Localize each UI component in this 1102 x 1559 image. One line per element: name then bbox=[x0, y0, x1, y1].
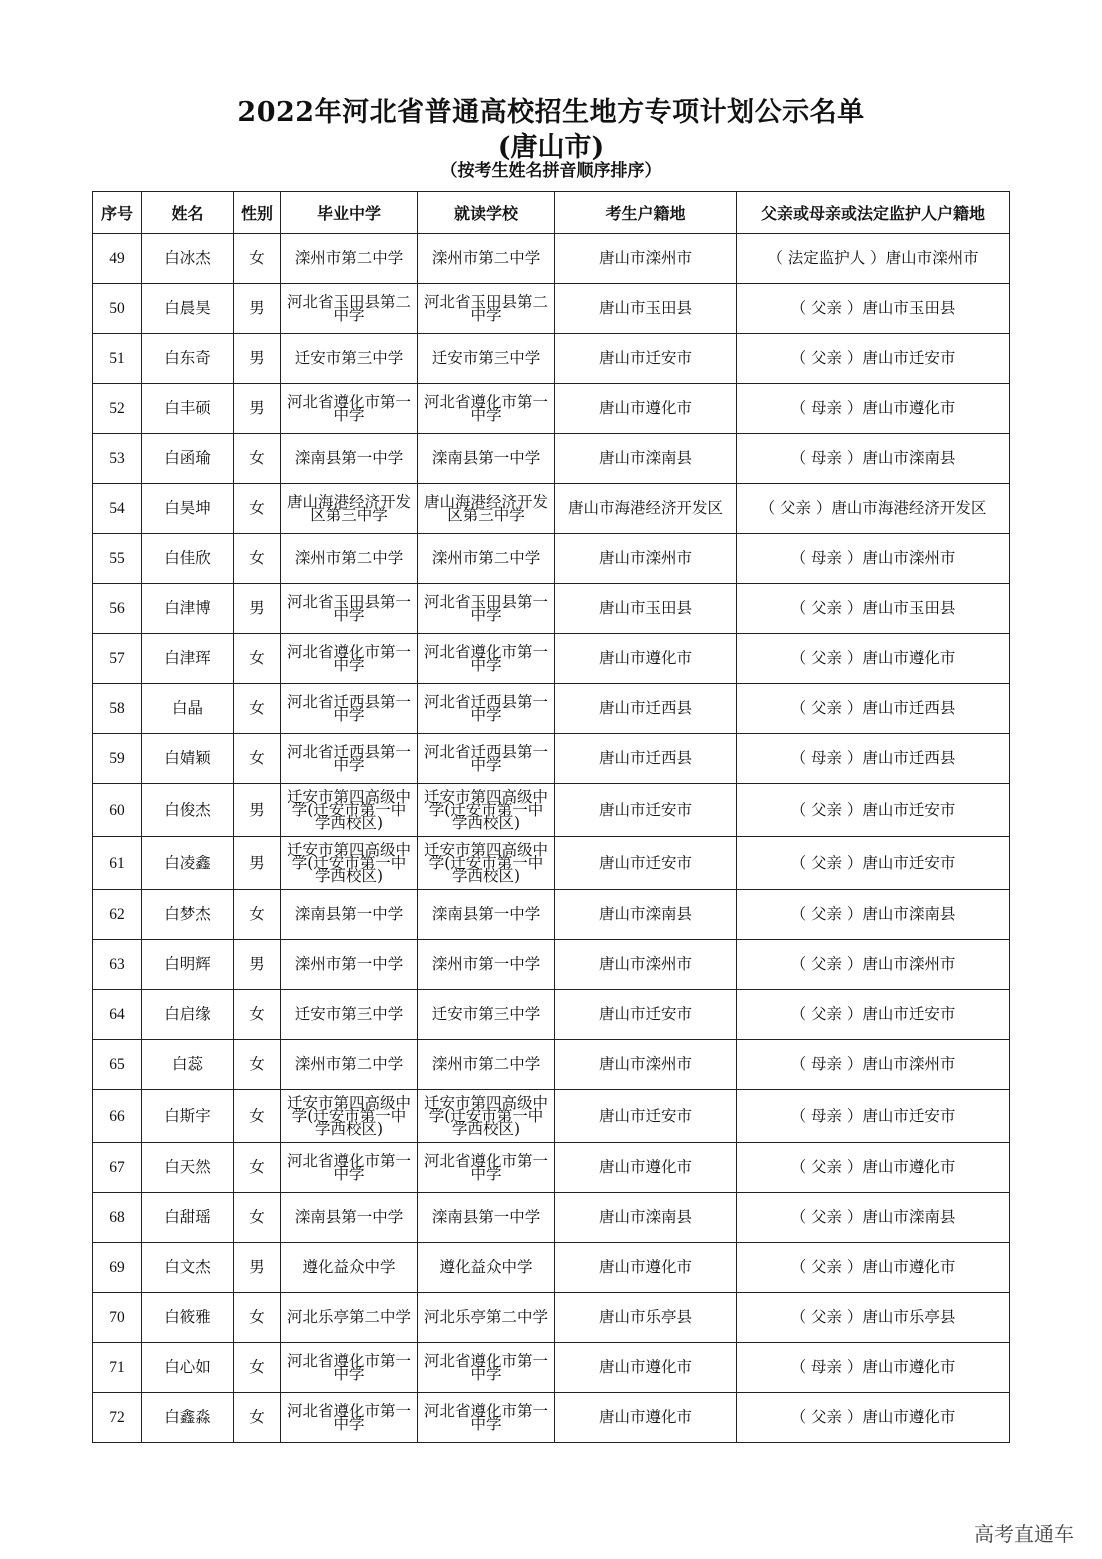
cell-grad-school: 滦州市第二中学 bbox=[281, 234, 418, 284]
cell-grad-school: 迁安市第四高级中学(迁安市第一中学西校区) bbox=[281, 837, 418, 890]
cell-number: 59 bbox=[93, 734, 142, 784]
cell-parent-hukou: （ 母亲 ）唐山市滦南县 bbox=[737, 434, 1010, 484]
table-row bbox=[93, 584, 1010, 634]
cell-grad-school: 河北省玉田县第一中学 bbox=[281, 584, 418, 634]
cell-hukou: 唐山市滦州市 bbox=[555, 234, 737, 284]
cell-number: 70 bbox=[93, 1293, 142, 1343]
cell-hukou: 唐山市滦州市 bbox=[555, 534, 737, 584]
cell-number: 67 bbox=[93, 1143, 142, 1193]
cell-name: 白晨昊 bbox=[142, 284, 234, 334]
col-header-number: 序号 bbox=[93, 192, 142, 234]
table-row bbox=[93, 1090, 1010, 1143]
cell-name: 白津珲 bbox=[142, 634, 234, 684]
cell-current-school: 迁安市第四高级中学(迁安市第一中学西校区) bbox=[418, 1090, 555, 1143]
cell-current-school: 河北省迁西县第一中学 bbox=[418, 734, 555, 784]
cell-grad-school: 河北省遵化市第一中学 bbox=[281, 1393, 418, 1443]
table-row bbox=[93, 784, 1010, 837]
cell-parent-hukou: （ 父亲 ）唐山市海港经济开发区 bbox=[737, 484, 1010, 534]
cell-number: 62 bbox=[93, 890, 142, 940]
table-row bbox=[93, 534, 1010, 584]
cell-number: 63 bbox=[93, 940, 142, 990]
cell-name: 白文杰 bbox=[142, 1243, 234, 1293]
cell-current-school: 滦州市第一中学 bbox=[418, 940, 555, 990]
cell-parent-hukou: （ 母亲 ）唐山市遵化市 bbox=[737, 384, 1010, 434]
table-row bbox=[93, 684, 1010, 734]
cell-current-school: 河北省遵化市第一中学 bbox=[418, 1393, 555, 1443]
cell-number: 65 bbox=[93, 1040, 142, 1090]
cell-number: 53 bbox=[93, 434, 142, 484]
cell-name: 白冰杰 bbox=[142, 234, 234, 284]
cell-current-school: 迁安市第四高级中学(迁安市第一中学西校区) bbox=[418, 837, 555, 890]
cell-hukou: 唐山市海港经济开发区 bbox=[555, 484, 737, 534]
cell-number: 60 bbox=[93, 784, 142, 837]
cell-hukou: 唐山市滦州市 bbox=[555, 940, 737, 990]
cell-grad-school: 滦州市第二中学 bbox=[281, 1040, 418, 1090]
cell-grad-school: 河北省玉田县第二中学 bbox=[281, 284, 418, 334]
col-header-name: 姓名 bbox=[142, 192, 234, 234]
col-header-grad-school: 毕业中学 bbox=[281, 192, 418, 234]
cell-grad-school: 河北省遵化市第一中学 bbox=[281, 1343, 418, 1393]
cell-grad-school: 河北乐亭第二中学 bbox=[281, 1293, 418, 1343]
cell-current-school: 河北省遵化市第一中学 bbox=[418, 634, 555, 684]
table-row bbox=[93, 334, 1010, 384]
cell-parent-hukou: （ 父亲 ）唐山市遵化市 bbox=[737, 1243, 1010, 1293]
col-header-parent-hukou: 父亲或母亲或法定监护人户籍地 bbox=[737, 192, 1010, 234]
cell-hukou: 唐山市遵化市 bbox=[555, 1393, 737, 1443]
table-row bbox=[93, 837, 1010, 890]
cell-grad-school: 滦州市第一中学 bbox=[281, 940, 418, 990]
table-row bbox=[93, 234, 1010, 284]
cell-parent-hukou: （ 父亲 ）唐山市迁安市 bbox=[737, 837, 1010, 890]
table-row bbox=[93, 1193, 1010, 1243]
cell-hukou: 唐山市迁安市 bbox=[555, 837, 737, 890]
cell-number: 57 bbox=[93, 634, 142, 684]
cell-parent-hukou: （ 父亲 ）唐山市迁安市 bbox=[737, 334, 1010, 384]
cell-parent-hukou: （ 父亲 ）唐山市滦州市 bbox=[737, 940, 1010, 990]
table-row bbox=[93, 890, 1010, 940]
cell-current-school: 河北省迁西县第一中学 bbox=[418, 684, 555, 734]
cell-parent-hukou: （ 父亲 ）唐山市遵化市 bbox=[737, 1393, 1010, 1443]
cell-hukou: 唐山市滦南县 bbox=[555, 434, 737, 484]
cell-grad-school: 河北省遵化市第一中学 bbox=[281, 384, 418, 434]
cell-number: 61 bbox=[93, 837, 142, 890]
cell-grad-school: 滦南县第一中学 bbox=[281, 1193, 418, 1243]
cell-name: 白婧颖 bbox=[142, 734, 234, 784]
cell-current-school: 河北省遵化市第一中学 bbox=[418, 1143, 555, 1193]
cell-grad-school: 迁安市第四高级中学(迁安市第一中学西校区) bbox=[281, 784, 418, 837]
cell-grad-school: 滦州市第二中学 bbox=[281, 534, 418, 584]
cell-gender: 女 bbox=[234, 484, 281, 534]
cell-number: 50 bbox=[93, 284, 142, 334]
cell-number: 56 bbox=[93, 584, 142, 634]
cell-gender: 女 bbox=[234, 684, 281, 734]
cell-current-school: 滦南县第一中学 bbox=[418, 1193, 555, 1243]
cell-gender: 女 bbox=[234, 234, 281, 284]
cell-parent-hukou: （ 父亲 ）唐山市乐亭县 bbox=[737, 1293, 1010, 1343]
cell-name: 白启缘 bbox=[142, 990, 234, 1040]
cell-number: 58 bbox=[93, 684, 142, 734]
cell-grad-school: 滦南县第一中学 bbox=[281, 434, 418, 484]
cell-parent-hukou: （ 父亲 ）唐山市迁西县 bbox=[737, 684, 1010, 734]
cell-name: 白津博 bbox=[142, 584, 234, 634]
cell-gender: 女 bbox=[234, 1143, 281, 1193]
cell-grad-school: 河北省遵化市第一中学 bbox=[281, 634, 418, 684]
table-row bbox=[93, 484, 1010, 534]
cell-current-school: 河北乐亭第二中学 bbox=[418, 1293, 555, 1343]
cell-parent-hukou: （ 父亲 ）唐山市滦南县 bbox=[737, 1193, 1010, 1243]
cell-hukou: 唐山市迁西县 bbox=[555, 734, 737, 784]
cell-name: 白丰硕 bbox=[142, 384, 234, 434]
sort-note: （按考生姓名拼音顺序排序） bbox=[440, 161, 662, 181]
cell-gender: 女 bbox=[234, 1193, 281, 1243]
cell-hukou: 唐山市迁西县 bbox=[555, 684, 737, 734]
cell-gender: 女 bbox=[234, 1293, 281, 1343]
cell-name: 白筱雅 bbox=[142, 1293, 234, 1343]
col-header-gender: 性别 bbox=[234, 192, 281, 234]
cell-number: 54 bbox=[93, 484, 142, 534]
cell-parent-hukou: （ 母亲 ）唐山市迁安市 bbox=[737, 1090, 1010, 1143]
cell-hukou: 唐山市玉田县 bbox=[555, 284, 737, 334]
cell-current-school: 遵化益众中学 bbox=[418, 1243, 555, 1293]
cell-current-school: 河北省遵化市第一中学 bbox=[418, 1343, 555, 1393]
cell-parent-hukou: （ 父亲 ）唐山市迁安市 bbox=[737, 990, 1010, 1040]
table-row bbox=[93, 990, 1010, 1040]
cell-number: 49 bbox=[93, 234, 142, 284]
cell-current-school: 迁安市第三中学 bbox=[418, 334, 555, 384]
table-header-row bbox=[93, 192, 1010, 234]
document-subtitle: (唐山市) bbox=[497, 132, 605, 163]
table-row bbox=[93, 1040, 1010, 1090]
cell-parent-hukou: （ 父亲 ）唐山市迁安市 bbox=[737, 784, 1010, 837]
cell-gender: 女 bbox=[234, 634, 281, 684]
cell-gender: 男 bbox=[234, 584, 281, 634]
cell-current-school: 河北省玉田县第二中学 bbox=[418, 284, 555, 334]
cell-number: 66 bbox=[93, 1090, 142, 1143]
cell-current-school: 河北省玉田县第一中学 bbox=[418, 584, 555, 634]
cell-gender: 女 bbox=[234, 1393, 281, 1443]
cell-parent-hukou: （ 父亲 ）唐山市遵化市 bbox=[737, 1143, 1010, 1193]
cell-name: 白函瑜 bbox=[142, 434, 234, 484]
cell-parent-hukou: （ 父亲 ）唐山市遵化市 bbox=[737, 634, 1010, 684]
table-body bbox=[93, 234, 1010, 1443]
table-row bbox=[93, 1243, 1010, 1293]
cell-name: 白天然 bbox=[142, 1143, 234, 1193]
cell-name: 白俊杰 bbox=[142, 784, 234, 837]
cell-name: 白斯宇 bbox=[142, 1090, 234, 1143]
cell-current-school: 迁安市第四高级中学(迁安市第一中学西校区) bbox=[418, 784, 555, 837]
cell-parent-hukou: （ 父亲 ）唐山市玉田县 bbox=[737, 584, 1010, 634]
cell-gender: 女 bbox=[234, 1040, 281, 1090]
cell-hukou: 唐山市迁安市 bbox=[555, 1090, 737, 1143]
cell-gender: 女 bbox=[234, 434, 281, 484]
cell-hukou: 唐山市滦南县 bbox=[555, 890, 737, 940]
cell-number: 71 bbox=[93, 1343, 142, 1393]
cell-name: 白昊坤 bbox=[142, 484, 234, 534]
cell-current-school: 滦州市第二中学 bbox=[418, 234, 555, 284]
cell-hukou: 唐山市迁安市 bbox=[555, 334, 737, 384]
watermark: 高考直通车 bbox=[974, 1522, 1074, 1546]
cell-grad-school: 迁安市第三中学 bbox=[281, 334, 418, 384]
cell-current-school: 滦南县第一中学 bbox=[418, 434, 555, 484]
cell-hukou: 唐山市遵化市 bbox=[555, 1143, 737, 1193]
cell-gender: 男 bbox=[234, 334, 281, 384]
cell-parent-hukou: （ 母亲 ）唐山市滦州市 bbox=[737, 534, 1010, 584]
table-row bbox=[93, 634, 1010, 684]
cell-number: 52 bbox=[93, 384, 142, 434]
cell-grad-school: 河北省迁西县第一中学 bbox=[281, 734, 418, 784]
cell-hukou: 唐山市乐亭县 bbox=[555, 1293, 737, 1343]
cell-gender: 男 bbox=[234, 1243, 281, 1293]
table-row bbox=[93, 1343, 1010, 1393]
cell-number: 55 bbox=[93, 534, 142, 584]
cell-name: 白佳欣 bbox=[142, 534, 234, 584]
cell-parent-hukou: （ 父亲 ）唐山市滦南县 bbox=[737, 890, 1010, 940]
cell-parent-hukou: （ 母亲 ）唐山市滦州市 bbox=[737, 1040, 1010, 1090]
cell-hukou: 唐山市遵化市 bbox=[555, 1343, 737, 1393]
cell-gender: 女 bbox=[234, 734, 281, 784]
cell-gender: 男 bbox=[234, 784, 281, 837]
cell-grad-school: 迁安市第三中学 bbox=[281, 990, 418, 1040]
cell-hukou: 唐山市玉田县 bbox=[555, 584, 737, 634]
cell-current-school: 滦州市第二中学 bbox=[418, 534, 555, 584]
cell-parent-hukou: （ 母亲 ）唐山市遵化市 bbox=[737, 1343, 1010, 1393]
cell-number: 68 bbox=[93, 1193, 142, 1243]
table-row bbox=[93, 734, 1010, 784]
cell-grad-school: 迁安市第四高级中学(迁安市第一中学西校区) bbox=[281, 1090, 418, 1143]
cell-name: 白凌鑫 bbox=[142, 837, 234, 890]
cell-name: 白晶 bbox=[142, 684, 234, 734]
table-row bbox=[93, 384, 1010, 434]
cell-name: 白心如 bbox=[142, 1343, 234, 1393]
cell-current-school: 迁安市第三中学 bbox=[418, 990, 555, 1040]
cell-grad-school: 河北省迁西县第一中学 bbox=[281, 684, 418, 734]
cell-grad-school: 唐山海港经济开发区第三中学 bbox=[281, 484, 418, 534]
cell-hukou: 唐山市迁安市 bbox=[555, 784, 737, 837]
table-row bbox=[93, 1293, 1010, 1343]
cell-gender: 女 bbox=[234, 534, 281, 584]
cell-gender: 女 bbox=[234, 1343, 281, 1393]
col-header-hukou: 考生户籍地 bbox=[555, 192, 737, 234]
cell-hukou: 唐山市迁安市 bbox=[555, 990, 737, 1040]
cell-gender: 男 bbox=[234, 837, 281, 890]
table-row bbox=[93, 940, 1010, 990]
cell-hukou: 唐山市遵化市 bbox=[555, 634, 737, 684]
cell-number: 72 bbox=[93, 1393, 142, 1443]
cell-hukou: 唐山市遵化市 bbox=[555, 1243, 737, 1293]
cell-hukou: 唐山市滦南县 bbox=[555, 1193, 737, 1243]
table-row bbox=[93, 434, 1010, 484]
cell-name: 白梦杰 bbox=[142, 890, 234, 940]
table-row bbox=[93, 1393, 1010, 1443]
cell-current-school: 滦州市第二中学 bbox=[418, 1040, 555, 1090]
cell-gender: 女 bbox=[234, 1090, 281, 1143]
cell-hukou: 唐山市遵化市 bbox=[555, 384, 737, 434]
table-row bbox=[93, 284, 1010, 334]
cell-gender: 女 bbox=[234, 990, 281, 1040]
document-title: 2022年河北省普通高校招生地方专项计划公示名单 bbox=[237, 97, 865, 128]
cell-name: 白鑫淼 bbox=[142, 1393, 234, 1443]
cell-parent-hukou: （ 父亲 ）唐山市玉田县 bbox=[737, 284, 1010, 334]
cell-gender: 男 bbox=[234, 284, 281, 334]
cell-parent-hukou: （ 法定监护人 ）唐山市滦州市 bbox=[737, 234, 1010, 284]
cell-name: 白蕊 bbox=[142, 1040, 234, 1090]
col-header-current-school: 就读学校 bbox=[418, 192, 555, 234]
cell-hukou: 唐山市滦州市 bbox=[555, 1040, 737, 1090]
roster-table bbox=[92, 191, 1010, 1443]
cell-current-school: 滦南县第一中学 bbox=[418, 890, 555, 940]
cell-grad-school: 河北省遵化市第一中学 bbox=[281, 1143, 418, 1193]
cell-name: 白明辉 bbox=[142, 940, 234, 990]
cell-parent-hukou: （ 母亲 ）唐山市迁西县 bbox=[737, 734, 1010, 784]
cell-number: 69 bbox=[93, 1243, 142, 1293]
cell-gender: 男 bbox=[234, 384, 281, 434]
cell-name: 白甜瑶 bbox=[142, 1193, 234, 1243]
table-row bbox=[93, 1143, 1010, 1193]
cell-number: 64 bbox=[93, 990, 142, 1040]
cell-current-school: 河北省遵化市第一中学 bbox=[418, 384, 555, 434]
cell-gender: 女 bbox=[234, 890, 281, 940]
cell-current-school: 唐山海港经济开发区第三中学 bbox=[418, 484, 555, 534]
cell-name: 白东奇 bbox=[142, 334, 234, 384]
cell-grad-school: 遵化益众中学 bbox=[281, 1243, 418, 1293]
cell-gender: 男 bbox=[234, 940, 281, 990]
cell-number: 51 bbox=[93, 334, 142, 384]
cell-grad-school: 滦南县第一中学 bbox=[281, 890, 418, 940]
